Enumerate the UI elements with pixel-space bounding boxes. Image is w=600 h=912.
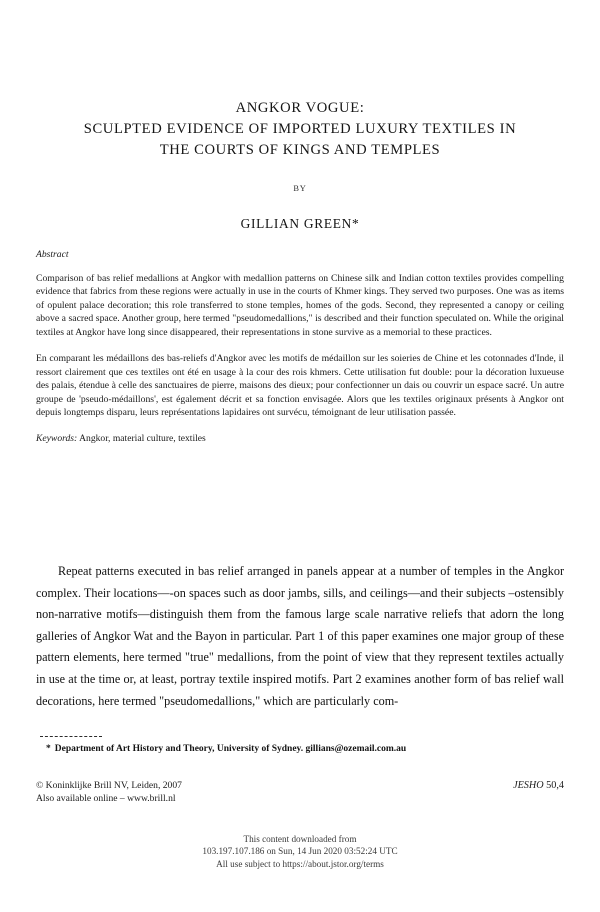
abstract-french: En comparant les médaillons des bas-reliefs d'Angkor avec les motifs de médaillon sur les soieries de Chine et les cotonnades d'Inde, il ressort clairement que ces textiles ont été en usage à la cour des rois khmers. Cette utilisation fut double: pour la décoration luxueuse des palais, étendue à celle des sanctuaires de pierre, maisons des dieux; pour confectionner un dais ou couvrir un espace sacré. Un autre groupe de 'pseudo-médaillons', est également décrit et sa fonction envisagée. Alors que les textiles originaux présents à Angkor ont depuis longtemps disparu, leurs représentations lapidaires ont survécu, témoignant de leur utilisation passée. [36,353,564,419]
abstract-english: Comparison of bas relief medallions at Angkor with medallion patterns on Chinese silk and Indian cotton textiles provides compelling evidence that fabrics from these regions were actually in use in the courts of Khmer kings. They served two purposes. One was as items of opulent palace decoration; this role transferred to stone temples, homes of the gods. Second, they represented a canopy or ceiling above a sacred space. Another group, here termed "pseudomedallions," is described and their function speculated on. While the original textiles at Angkor have long since disappeared, their representations in stone survive as a memorial to these practices. [36,273,564,338]
online-availability-line: Also available online – www.brill.nl [36,792,176,804]
journal-name: JESHO [513,780,544,791]
footnote-text: Department of Art History and Theory, University of Sydney. gillians@ozemail.com.au [54,744,407,754]
body-section [36,561,564,712]
journal-reference [513,780,564,793]
jstor-line-3: All use subject to https://about.jstor.org/terms [216,858,384,869]
author-name: GILLIAN GREEN* [240,216,360,231]
abstract-heading: Abstract [36,249,69,260]
footnote-separator-rule [40,736,102,737]
imprint-row-copyright [36,780,564,793]
paper-title-line-2: SCULPTED EVIDENCE OF IMPORTED LUXURY TEXTILES IN [83,121,517,137]
jstor-download-footer [0,833,600,870]
byline-label: BY [293,184,307,193]
keywords-label: Keywords: [36,432,78,444]
body-paragraph-1: Repeat patterns executed in bas relief arranged in panels appear at a number of temples in the Angkor complex. Their locations—-on spaces such as door jambs, sills, and ceilings—and their subjects –ostensibly non-narrative motifs—distinguish them from the famous large scale narrative reliefs that adorn the long galleries of Angkor Wat and the Bayon in particular. Part 1 of this paper examines one major group of these pattern elements, here termed "true" medallions, from the point of view that they represent textiles actually in use at the time or, at least, portray textile inspired motifs. Part 2 examines another form of bas relief wall decorations, here termed "pseudomedallions," which are particularly com- [36,564,564,708]
jstor-line-1: This content downloaded from [243,834,357,844]
footnote-marker: * [46,744,51,754]
footnote-section [36,736,564,755]
journal-volume: 50,4 [546,780,564,791]
paper-title-line-3: THE COURTS OF KINGS AND TEMPLES [159,142,441,158]
keywords-line [36,433,564,444]
keywords-value: Angkor, material culture, textiles [79,432,206,444]
copyright-line: © Koninklijke Brill NV, Leiden, 2007 [36,780,182,791]
jstor-line-2: 103.197.107.186 on Sun, 14 Jun 2020 03:52:24 UTC [202,846,398,857]
paper-title-line-1: ANGKOR VOGUE: [235,100,365,116]
title-block [0,0,600,232]
footnote-entry [36,743,564,755]
abstract-section [36,249,564,444]
imprint-block [36,780,564,805]
